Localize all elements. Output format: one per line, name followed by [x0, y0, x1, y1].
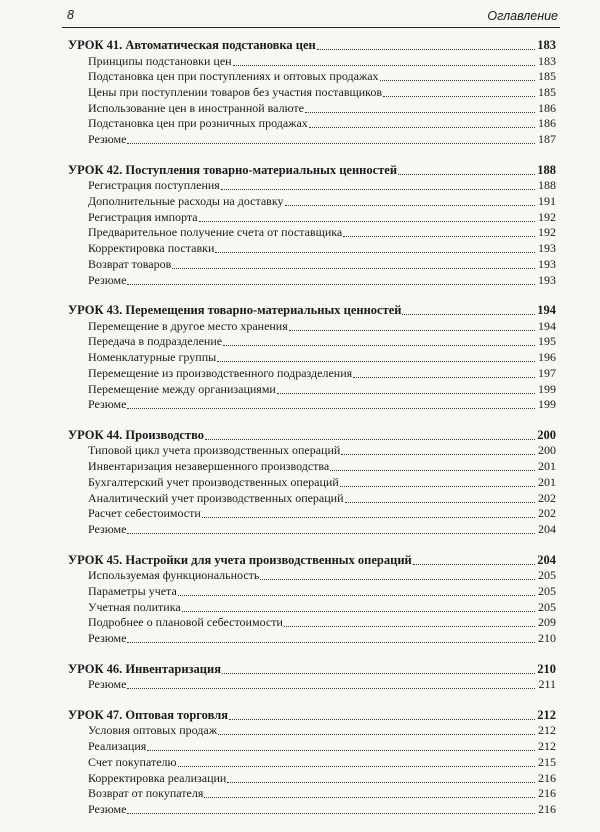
- dot-leader: [284, 615, 535, 627]
- toc-entry[interactable]: [68, 132, 556, 148]
- dot-leader: [309, 116, 535, 128]
- dot-leader: [127, 802, 535, 814]
- toc-entry-label: Цены при поступлении товаров без участия поставщиков: [88, 85, 383, 100]
- lesson-heading-label: УРОК 41. Автоматическая подстановка цен: [68, 38, 316, 52]
- toc-entry-page: 212: [538, 739, 556, 754]
- toc-entry-page: 202: [538, 506, 556, 521]
- lesson-block: [68, 38, 556, 148]
- toc-entry-page: 185: [538, 69, 556, 84]
- dot-leader: [215, 241, 535, 253]
- toc-entry[interactable]: [68, 771, 556, 787]
- toc-entry[interactable]: [68, 755, 556, 771]
- lesson-heading-page: 183: [537, 38, 556, 52]
- toc-entry-label: Резюме: [88, 801, 127, 816]
- toc-entry[interactable]: [68, 491, 556, 507]
- dot-leader: [398, 163, 535, 175]
- toc-entry-page: 199: [538, 381, 556, 396]
- toc-entry[interactable]: [68, 677, 556, 693]
- lesson-heading-page: 194: [537, 303, 556, 318]
- toc-entry-label: Типовой цикл учета производственных операций: [88, 443, 341, 458]
- toc-entry-page: 195: [538, 334, 556, 349]
- toc-entry-page: 209: [538, 615, 556, 630]
- toc-entry-label: Резюме: [88, 521, 127, 536]
- lesson-heading-page: 210: [537, 661, 556, 676]
- dot-leader: [277, 382, 535, 394]
- dot-leader: [127, 677, 535, 689]
- toc-entry-page: 199: [538, 397, 556, 412]
- toc-entry-label: Перемещение между организациями: [88, 381, 276, 396]
- toc-entry[interactable]: [68, 382, 556, 398]
- toc-entry-label: Перемещение в другое место хранения: [88, 318, 288, 333]
- dot-leader: [343, 225, 535, 237]
- toc-entry-page: 201: [538, 459, 556, 474]
- toc-entry-label: Инвентаризация незавершенного производства: [88, 459, 330, 474]
- page-number: 8: [67, 8, 74, 22]
- toc-entry[interactable]: [68, 69, 556, 85]
- dot-leader: [353, 366, 535, 378]
- toc-entry[interactable]: [68, 459, 556, 475]
- toc-entry-page: 196: [538, 350, 556, 365]
- toc-entry-page: 205: [538, 568, 556, 583]
- toc-entry-page: 205: [538, 599, 556, 614]
- toc-entry[interactable]: [68, 802, 556, 818]
- toc-entry[interactable]: [68, 54, 556, 70]
- dot-leader: [182, 600, 535, 612]
- lesson-block: [68, 428, 556, 538]
- lesson-heading[interactable]: [68, 428, 556, 444]
- toc-entry[interactable]: [68, 101, 556, 117]
- table-of-contents: [68, 38, 556, 832]
- dot-leader: [305, 101, 535, 113]
- toc-entry-page: 215: [538, 754, 556, 769]
- toc-entry-label: Предварительное получение счета от поставщика: [88, 225, 343, 240]
- toc-entry-page: 216: [538, 801, 556, 816]
- dot-leader: [127, 132, 535, 144]
- toc-entry-label: Возврат от покупателя: [88, 786, 204, 801]
- dot-leader: [204, 786, 535, 798]
- toc-entry[interactable]: [68, 273, 556, 289]
- toc-entry-label: Дополнительные расходы на доставку: [88, 194, 284, 209]
- toc-entry[interactable]: [68, 257, 556, 273]
- dot-leader: [383, 85, 535, 97]
- toc-entry-page: 186: [538, 100, 556, 115]
- toc-entry-label: Учетная политика: [88, 599, 181, 614]
- toc-entry-page: 192: [538, 209, 556, 224]
- lesson-heading-page: 204: [537, 552, 556, 567]
- toc-entry-label: Возврат товаров: [88, 256, 172, 271]
- dot-leader: [413, 553, 535, 565]
- dot-leader: [330, 459, 535, 471]
- toc-entry-label: Регистрация поступления: [88, 178, 220, 193]
- toc-entry[interactable]: [68, 334, 556, 350]
- toc-entry[interactable]: [68, 178, 556, 194]
- dot-leader: [127, 631, 535, 643]
- dot-leader: [202, 506, 535, 518]
- lesson-heading-label: УРОК 47. Оптовая торговля: [68, 707, 228, 722]
- dot-leader: [340, 475, 535, 487]
- dot-leader: [199, 210, 535, 222]
- toc-entry[interactable]: [68, 210, 556, 226]
- lesson-heading[interactable]: [68, 38, 556, 54]
- toc-entry-label: Резюме: [88, 397, 127, 412]
- toc-entry[interactable]: [68, 615, 556, 631]
- toc-entry-page: 192: [538, 225, 556, 240]
- toc-entry-label: Резюме: [88, 132, 127, 147]
- toc-entry-label: Бухгалтерский учет производственных операций: [88, 474, 339, 489]
- dot-leader: [285, 194, 535, 206]
- dot-leader: [233, 54, 535, 66]
- lesson-heading[interactable]: [68, 553, 556, 569]
- toc-entry-label: Передача в подразделение: [88, 334, 223, 349]
- toc-entry[interactable]: [68, 786, 556, 802]
- toc-entry[interactable]: [68, 116, 556, 132]
- toc-entry-label: Подстановка цен при розничных продажах: [88, 116, 308, 131]
- toc-entry-label: Подстановка цен при поступлениях и оптовых продажах: [88, 69, 379, 84]
- dot-leader: [341, 443, 535, 455]
- toc-entry-label: Принципы подстановки цен: [88, 53, 232, 68]
- dot-leader: [402, 303, 535, 315]
- toc-entry[interactable]: [68, 225, 556, 241]
- dot-leader: [227, 771, 535, 783]
- dot-leader: [127, 273, 535, 285]
- toc-entry[interactable]: [68, 350, 556, 366]
- dot-leader: [147, 739, 535, 751]
- toc-entry-page: 193: [538, 256, 556, 271]
- toc-entry-page: 216: [538, 770, 556, 785]
- dot-leader: [218, 723, 535, 735]
- toc-entry[interactable]: [68, 506, 556, 522]
- toc-entry-page: 183: [538, 53, 556, 68]
- lesson-heading-page: 200: [537, 427, 556, 442]
- toc-entry[interactable]: [68, 723, 556, 739]
- toc-entry-page: 216: [538, 786, 556, 801]
- dot-leader: [289, 319, 535, 331]
- toc-entry[interactable]: [68, 397, 556, 413]
- toc-entry[interactable]: [68, 475, 556, 491]
- toc-entry-label: Регистрация импорта: [88, 209, 198, 224]
- toc-entry[interactable]: [68, 739, 556, 755]
- toc-entry-page: 210: [538, 630, 556, 645]
- dot-leader: [178, 584, 535, 596]
- toc-entry[interactable]: [68, 85, 556, 101]
- dot-leader: [380, 69, 535, 81]
- lesson-heading-label: УРОК 42. Поступления товарно-материальных ценностей: [68, 162, 398, 177]
- dot-leader: [260, 568, 535, 580]
- dot-leader: [222, 662, 535, 674]
- toc-entry[interactable]: [68, 194, 556, 210]
- toc-entry-page: 205: [538, 583, 556, 598]
- lesson-heading-label: УРОК 45. Настройки для учета производственных операций: [68, 552, 412, 567]
- lesson-block: [68, 553, 556, 647]
- toc-entry-page: 202: [538, 490, 556, 505]
- lesson-heading[interactable]: [68, 163, 556, 179]
- toc-entry-label: Условия оптовых продаж: [88, 723, 218, 738]
- toc-entry-label: Корректировка реализации: [88, 770, 227, 785]
- toc-entry-label: Используемая функциональность: [88, 568, 260, 583]
- toc-entry[interactable]: [68, 522, 556, 538]
- toc-entry-page: 186: [538, 116, 556, 131]
- toc-entry[interactable]: [68, 600, 556, 616]
- toc-entry-page: 197: [538, 365, 556, 380]
- dot-leader: [178, 755, 536, 767]
- dot-leader: [223, 334, 535, 346]
- toc-entry-page: 204: [538, 521, 556, 536]
- dot-leader: [127, 397, 535, 409]
- lesson-block: [68, 303, 556, 413]
- toc-entry-label: Корректировка поставки: [88, 241, 215, 256]
- toc-entry-label: Параметры учета: [88, 583, 177, 598]
- toc-entry-page: 212: [538, 723, 556, 738]
- toc-entry-label: Аналитический учет производственных операций: [88, 490, 344, 505]
- toc-entry[interactable]: [68, 584, 556, 600]
- lesson-heading[interactable]: [68, 662, 556, 678]
- dot-leader: [172, 257, 535, 269]
- dot-leader: [345, 491, 535, 503]
- toc-entry-label: Резюме: [88, 630, 127, 645]
- toc-entry-page: 193: [538, 272, 556, 287]
- dot-leader: [127, 522, 535, 534]
- toc-entry[interactable]: [68, 443, 556, 459]
- toc-entry[interactable]: [68, 568, 556, 584]
- toc-entry-label: Резюме: [88, 677, 127, 692]
- lesson-heading-label: УРОК 46. Инвентаризация: [68, 661, 221, 676]
- toc-entry[interactable]: [68, 366, 556, 382]
- lesson-heading[interactable]: [68, 303, 556, 319]
- toc-entry-page: 201: [538, 474, 556, 489]
- lesson-block: [68, 708, 556, 818]
- toc-entry[interactable]: [68, 241, 556, 257]
- toc-entry-page: 211: [538, 677, 556, 692]
- toc-entry-label: Счет покупателю: [88, 754, 177, 769]
- lesson-heading-label: УРОК 44. Производство: [68, 427, 205, 442]
- toc-entry-label: Использование цен в иностранной валюте: [88, 100, 304, 115]
- toc-entry-page: 194: [538, 318, 556, 333]
- toc-entry-label: Реализация: [88, 739, 147, 754]
- toc-entry[interactable]: [68, 319, 556, 335]
- toc-entry-page: 193: [538, 241, 556, 256]
- toc-entry-label: Перемещение из производственного подразделения: [88, 365, 353, 380]
- lesson-heading[interactable]: [68, 708, 556, 724]
- page-header: [62, 2, 560, 28]
- toc-entry-page: 188: [538, 178, 556, 193]
- dot-leader: [317, 38, 535, 50]
- dot-leader: [229, 708, 535, 720]
- toc-entry-label: Резюме: [88, 272, 127, 287]
- toc-entry-label: Расчет себестоимости: [88, 506, 201, 521]
- lesson-heading-page: 188: [537, 162, 556, 177]
- toc-entry-page: 187: [538, 132, 556, 147]
- toc-entry-label: Номенклатурные группы: [88, 350, 217, 365]
- dot-leader: [221, 178, 535, 190]
- toc-entry[interactable]: [68, 631, 556, 647]
- lesson-block: [68, 163, 556, 289]
- lesson-block: [68, 662, 556, 693]
- lesson-heading-label: УРОК 43. Перемещения товарно-материальных ценностей: [68, 303, 402, 318]
- dot-leader: [205, 428, 535, 440]
- toc-entry-page: 185: [538, 85, 556, 100]
- lesson-heading-page: 212: [537, 707, 556, 722]
- toc-entry-label: Подробнее о плановой себестоимости: [88, 615, 283, 630]
- toc-entry-page: 200: [538, 443, 556, 458]
- dot-leader: [217, 350, 535, 362]
- running-title: Оглавление: [487, 9, 558, 23]
- toc-entry-page: 191: [538, 194, 556, 209]
